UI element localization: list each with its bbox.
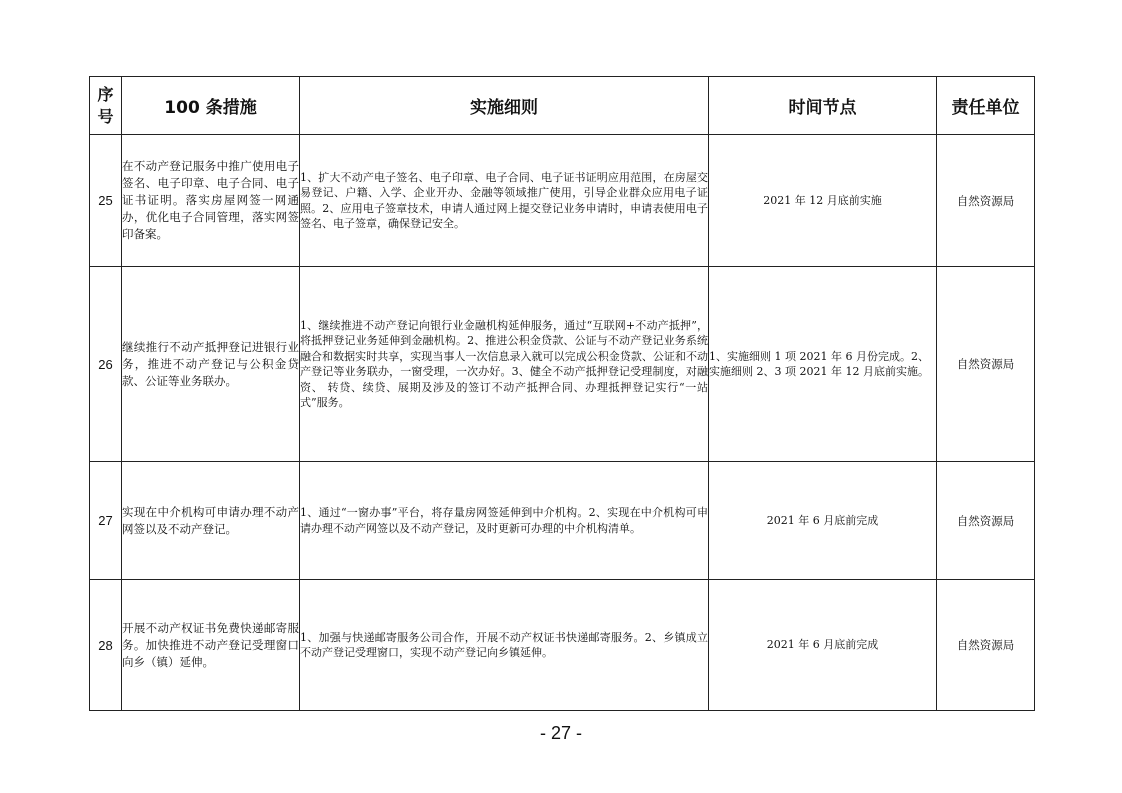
measure-cell: 在不动产登记服务中推广使用电子签名、电子印章、电子合同、电子证书证明。落实房屋网签一网通办，优化电子合同管理，落实网签印备案。: [122, 135, 300, 267]
measure-cell: 实现在中介机构可申请办理不动产网签以及不动产登记。: [122, 462, 300, 580]
row-number: 26: [90, 267, 122, 462]
header-measures: 100 条措施: [122, 77, 300, 135]
unit-cell: 自然资源局: [937, 267, 1035, 462]
detail-cell: 1、继续推进不动产登记向银行业金融机构延伸服务，通过“互联网+不动产抵押”，将抵押登记业务延伸到金融机构。2、推进公积金贷款、公证与不动产登记业务系统融合和数据实时共享，实现当事人一次信息录入就可以完成公积金贷款、公证和不动产登记等业务联办，一窗受理，一次办好。3、健全不动产抵押登记受理制度，对融资、 转贷、续贷、展期及涉及的签订不动产抵押合同、办理抵押登记实行“一站式”服务。: [300, 267, 709, 462]
time-cell: 1、实施细则 1 项 2021 年 6 月份完成。2、实施细则 2、3 项 2021 年 12 月底前实施。: [709, 267, 937, 462]
table-header-row: [90, 77, 1035, 135]
detail-cell: 1、扩大不动产电子签名、电子印章、电子合同、电子证书证明应用范围，在房屋交易登记、户籍、入学、企业开办、金融等领域推广使用，引导企业群众应用电子证照。2、应用电子签章技术，申请人通过网上提交登记业务申请时，申请表使用电子签名、电子签章，确保登记安全。: [300, 135, 709, 267]
table-row: [90, 580, 1035, 711]
page-number: - 27 -: [539, 723, 582, 743]
unit-cell: 自然资源局: [937, 580, 1035, 711]
time-cell: 2021 年 6 月底前完成: [709, 462, 937, 580]
header-time-node: 时间节点: [709, 77, 937, 135]
measure-cell: 继续推行不动产抵押登记进银行业务，推进不动产登记与公积金贷款、公证等业务联办。: [122, 267, 300, 462]
header-serial-number: 序 号: [90, 77, 122, 135]
header-responsible-unit: 责任单位: [937, 77, 1035, 135]
table-row: [90, 267, 1035, 462]
row-number: 27: [90, 462, 122, 580]
time-cell: 2021 年 6 月底前完成: [709, 580, 937, 711]
table-row: [90, 135, 1035, 267]
detail-cell: 1、加强与快递邮寄服务公司合作，开展不动产权证书快递邮寄服务。2、乡镇成立不动产登记受理窗口，实现不动产登记向乡镇延伸。: [300, 580, 709, 711]
row-number: 28: [90, 580, 122, 711]
measures-table: [89, 76, 1035, 711]
header-implementation-details: 实施细则: [300, 77, 709, 135]
time-cell: 2021 年 12 月底前实施: [709, 135, 937, 267]
unit-cell: 自然资源局: [937, 462, 1035, 580]
unit-cell: 自然资源局: [937, 135, 1035, 267]
table-row: [90, 462, 1035, 580]
detail-cell: 1、通过“一窗办事”平台，将存量房网签延伸到中介机构。2、实现在中介机构可申请办理不动产网签以及不动产登记，及时更新可办理的中介机构清单。: [300, 462, 709, 580]
measure-cell: 开展不动产权证书免费快递邮寄服务。加快推进不动产登记受理窗口向乡（镇）延伸。: [122, 580, 300, 711]
row-number: 25: [90, 135, 122, 267]
